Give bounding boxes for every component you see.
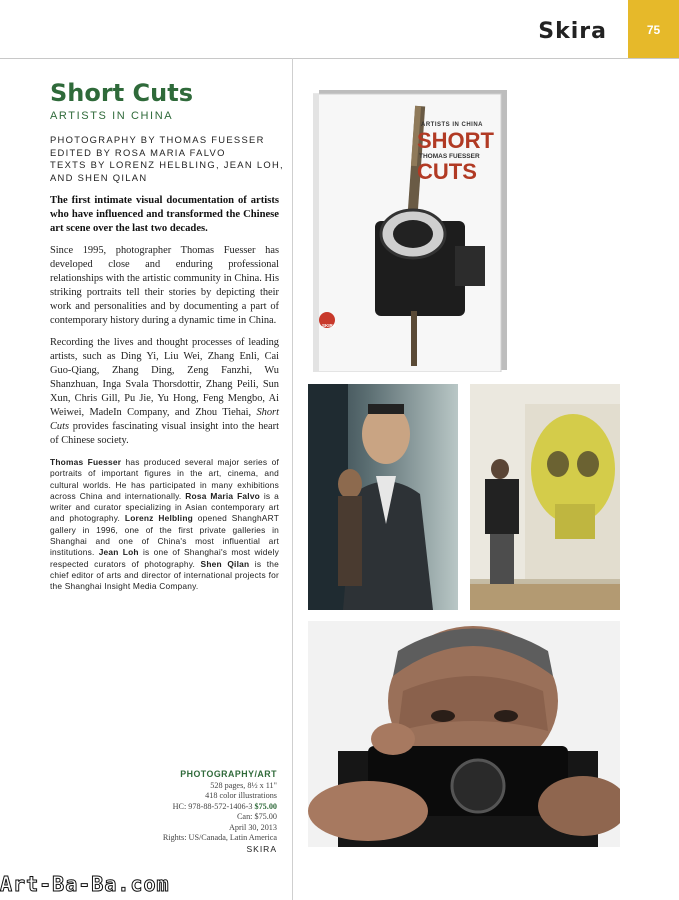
spec-price: $75.00: [254, 801, 277, 811]
brand-name: Skira: [538, 19, 607, 44]
spec-publisher: SKIRA: [246, 843, 277, 854]
bio-text: has produced several major series of portraits of important figures in the art, cinema, and cultural worlds. He has participated in many exhibitions across China and internationally.: [50, 457, 279, 501]
book-subtitle: ARTISTS IN CHINA: [50, 110, 174, 122]
spec-rights: Rights: US/Canada, Latin America: [162, 833, 277, 842]
cover-title-1: SHORT: [417, 128, 494, 153]
description-paragraph: Since 1995, photographer Thomas Fuesser has developed close and enduring professional relationships with the artistic community in China. His striking portraits tell their stories by depicting their work and personalities and by documenting a part of contemporary history during a dynamic time in China.: [50, 245, 279, 326]
credit-line: EDITED BY ROSA MARIA FALVO: [50, 146, 226, 158]
painter-photo: [470, 384, 620, 610]
artists-text: Recording the lives and thought processes of leading artists, such as Ding Yi, Liu Wei, Zhang Enli, Cai Guo-Qiang, Zhang Ding, Zeng Fanzhi, Wu Shanzhuan, Inga Svala Thorsdottir, Zhang Peili, Sun Xun, Chris Gill, Pu Jie, Yu Hong, Feng Mengbo, Ai Weiwei, MadeIn Company, and Zhou Tiehai,: [50, 337, 279, 418]
credit-line: AND SHEN QILAN: [50, 171, 148, 183]
bio-text: is the chief editor of arts and director of international projects for the Shanghai Insight Media Company.: [50, 558, 279, 592]
spec-illustrations: 418 color illustrations: [205, 791, 277, 800]
bio-text: opened ShanghART gallery in 1996, one of the first private galleries in Shanghai and one of China's most influential art institutions.: [50, 513, 280, 558]
bio-text: is a writer and curator specializing in Asian contemporary art and photography.: [50, 490, 279, 524]
spec-date: April 30, 2013: [229, 822, 277, 832]
cover-title-2: CUTS: [417, 159, 477, 184]
italic-title: Short Cuts: [50, 407, 279, 432]
spec-isbn-line: [77, 802, 277, 813]
contributor-bios: [50, 457, 279, 593]
man-with-camera-photo: [308, 621, 620, 847]
credit-line: TEXTS BY LORENZ HELBLING, JEAN LOH,: [50, 159, 284, 170]
watermark-text: Art-Ba-Ba.com: [0, 872, 170, 896]
bio-text: is one of Shanghai's most widely respected curators of photography.: [50, 547, 279, 569]
cover-author: THOMAS FUESSER: [419, 153, 480, 160]
artists-paragraph: [50, 336, 279, 448]
page-header: [0, 0, 679, 59]
spec-isbn: HC: 978-88-572-1406-3: [172, 801, 253, 811]
spec-price-can: Can: $75.00: [236, 812, 277, 821]
bio-name: Rosa Maria Falvo: [185, 490, 260, 501]
book-specs: [77, 769, 277, 854]
cover-series: ARTISTS IN CHINA: [421, 122, 483, 128]
bio-name: Shen Qilan: [200, 558, 250, 569]
spec-pages: 528 pages, 8½ x 11": [210, 780, 277, 790]
lead-paragraph: The first intimate visual documentation of artists who have influenced and transformed the Chinese art scene over the last two decades.: [50, 195, 279, 234]
book-cover-image: [313, 86, 509, 372]
text-column: [50, 78, 284, 593]
column-divider: [292, 58, 293, 900]
bio-name: Jean Loh: [98, 547, 139, 558]
bio-name: Thomas Fuesser: [50, 457, 122, 467]
book-title: Short Cuts: [50, 79, 193, 107]
page-number-box: [628, 0, 679, 58]
page-number: 75: [646, 23, 661, 37]
spec-category: PHOTOGRAPHY/ART: [180, 769, 277, 779]
bio-name: Lorenz Helbling: [124, 513, 193, 524]
artist-portrait-photo: [308, 384, 458, 610]
artists-text-end: provides fascinating visual insight into the heart of Chinese society.: [50, 421, 279, 446]
cover-logo: SKIRA: [322, 323, 337, 328]
credits: [50, 134, 284, 184]
credit-line: PHOTOGRAPHY BY THOMAS FUESSER: [50, 134, 265, 145]
